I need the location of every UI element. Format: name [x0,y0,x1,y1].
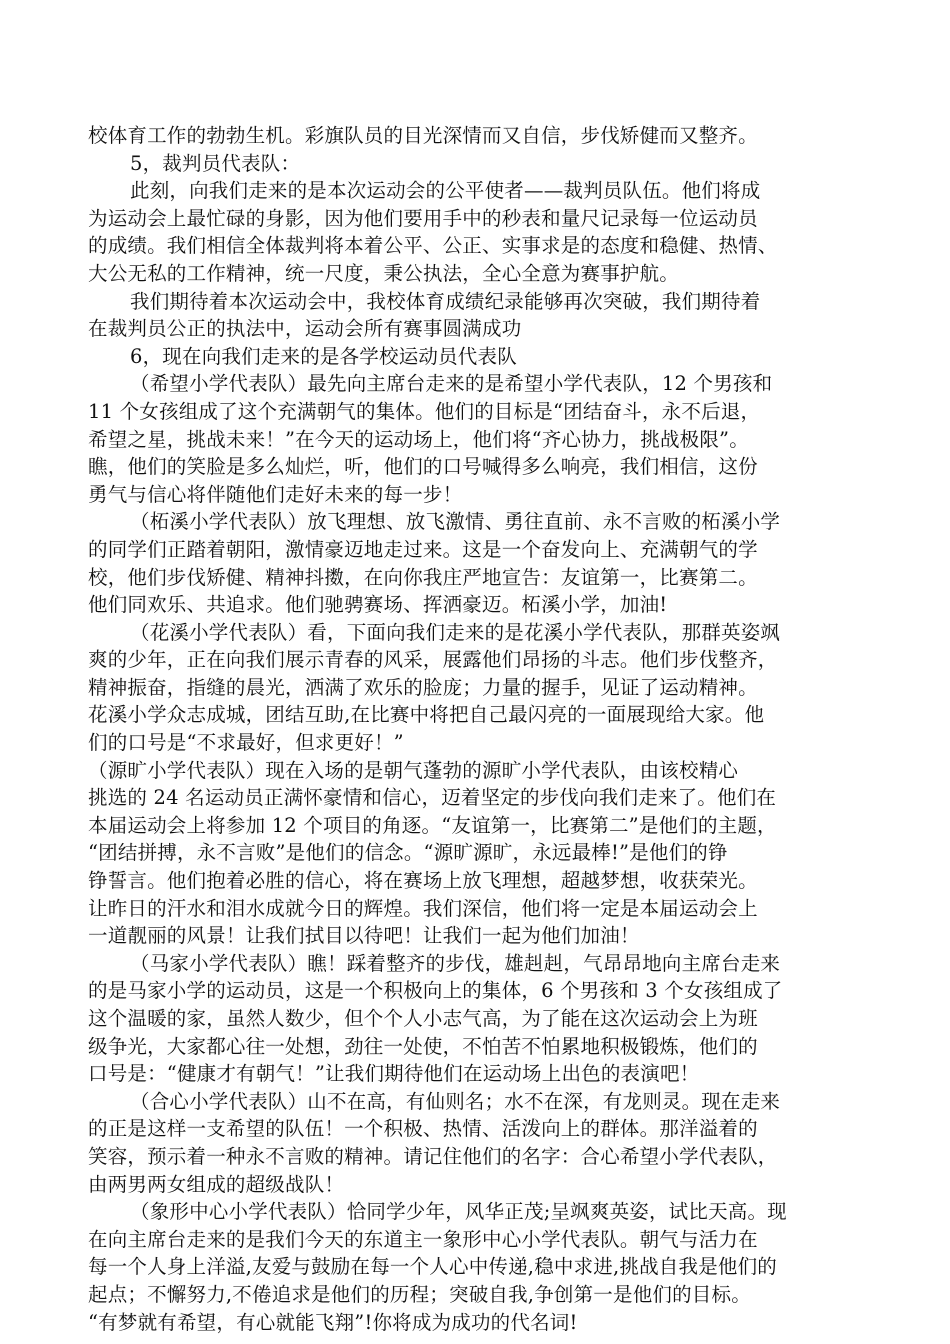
text-line: “团结拼搏，永不言败”是他们的信念。“源旷源旷，永远最棒!”是他们的铮 [88,841,728,865]
text-line: 5，裁判员代表队： [130,151,301,175]
text-line: 每一个人身上洋溢,友爱与鼓励在每一个人心中传递,稳中求进,挑战自我是他们的 [88,1255,777,1279]
text-line: 铮誓言。他们抱着必胜的信心，将在赛场上放飞理想，超越梦想，收获荣光。 [88,869,758,893]
text-line: 花溪小学众志成城，团结互助,在比赛中将把自己最闪亮的一面展现给大家。他 [88,703,765,727]
text-line: 校，他们步伐矫健、精神抖擞，在向你我庄严地宣告：友谊第一，比赛第二。 [88,565,758,589]
text-line: 勇气与信心将伴随他们走好未来的每一步！ [88,482,463,506]
text-line: 为运动会上最忙碌的身影，因为他们要用手中的秒表和量尺记录每一位运动员 [88,206,758,230]
text-line: 们的口号是“不求最好，但求更好！” [88,731,404,755]
text-line: 口号是：“健康才有朝气！”让我们期待他们在运动场上出色的表演吧！ [88,1062,700,1086]
text-line: （希望小学代表队）最先向主席台走来的是希望小学代表队，12 个男孩和 [130,372,773,396]
text-line: 他们同欢乐、共追求。他们驰骋赛场、挥洒豪迈。柘溪小学，加油! [88,593,668,617]
text-line: 的是马家小学的运动员，这是一个积极向上的集体，6 个男孩和 3 个女孩组成了 [88,979,783,1003]
text-line: 级争光，大家都心往一处想，劲往一处使，不怕苦不怕累地积极锻炼，他们的 [88,1034,758,1058]
text-line: （源旷小学代表队）现在入场的是朝气蓬勃的源旷小学代表队，由该校精心 [88,758,739,782]
text-line: 爽的少年，正在向我们展示青春的风采，展露他们昂扬的斗志。他们步伐整齐， [88,648,778,672]
text-line: 的成绩。我们相信全体裁判将本着公平、公正、实事求是的态度和稳健、热情、 [88,234,778,258]
text-line: 的同学们正踏着朝阳，激情豪迈地走过来。这是一个奋发向上、充满朝气的学 [88,537,758,561]
text-line: 希望之星，挑战未来！”在今天的运动场上，他们将“齐心协力，挑战极限”。 [88,427,749,451]
text-line: （象形中心小学代表队）恰同学少年，风华正茂;呈飒爽英姿，试比天高。现 [130,1200,787,1224]
text-line: （花溪小学代表队）看，下面向我们走来的是花溪小学代表队，那群英姿飒 [130,620,781,644]
text-line: （合心小学代表队）山不在高，有仙则名；水不在深，有龙则灵。现在走来 [130,1089,781,1113]
text-line: 一道靓丽的风景！让我们拭目以待吧！让我们一起为他们加油！ [88,924,640,948]
text-line: 本届运动会上将参加 12 个项目的角逐。“友谊第一，比赛第二”是他们的主题， [88,813,777,837]
text-line: 6，现在向我们走来的是各学校运动员代表队 [130,344,517,368]
text-line: 的正是这样一支希望的队伍！一个积极、热情、活泼向上的群体。那洋溢着的 [88,1117,758,1141]
text-line: 由两男两女组成的超级战队！ [88,1172,345,1196]
text-line: 11 个女孩组成了这个充满朝气的集体。他们的目标是“团结奋斗，永不后退， [88,399,761,423]
text-line: 精神振奋，指缝的晨光，洒满了欢乐的脸庞；力量的握手，见证了运动精神。 [88,675,758,699]
text-line: 我们期待着本次运动会中，我校体育成绩纪录能够再次突破，我们期待着 [130,289,761,313]
text-line: 起点；不懈努力,不倦追求是他们的历程；突破自我,争创第一是他们的目标。 [88,1282,751,1306]
text-line: 在向主席台走来的是我们今天的东道主一象形中心小学代表队。朝气与活力在 [88,1227,758,1251]
text-line: 让昨日的汗水和泪水成就今日的辉煌。我们深信，他们将一定是本届运动会上 [88,896,758,920]
text-line: 在裁判员公正的执法中，运动会所有赛事圆满成功 [88,317,522,341]
text-line: 大公无私的工作精神，统一尺度，秉公执法，全心全意为赛事护航。 [88,261,680,285]
text-line: 此刻，向我们走来的是本次运动会的公平使者——裁判员队伍。他们将成 [130,179,761,203]
text-line: 校体育工作的勃勃生机。彩旗队员的目光深情而又自信，步伐矫健而又整齐。 [88,124,758,147]
text-line: 挑选的 24 名运动员正满怀豪情和信心，迈着坚定的步伐向我们走来了。他们在 [88,786,777,810]
text-line: （马家小学代表队）瞧！踩着整齐的步伐，雄赳赳，气昂昂地向主席台走来 [130,951,781,975]
text-line: 这个温暖的家，虽然人数少，但个个人小志气高，为了能在这次运动会上为班 [88,1007,758,1030]
text-line: “有梦就有希望，有心就能飞翔”!你将成为成功的代名词! [88,1310,578,1334]
text-line: 瞧，他们的笑脸是多么灿烂，听，他们的口号喊得多么响亮，我们相信，这份 [88,455,758,479]
document-body [88,122,878,1336]
text-line: 笑容，预示着一种永不言败的精神。请记住他们的名字：合心希望小学代表队， [88,1144,778,1168]
text-line: （柘溪小学代表队）放飞理想、放飞激情、勇往直前、永不言败的柘溪小学 [130,510,781,534]
